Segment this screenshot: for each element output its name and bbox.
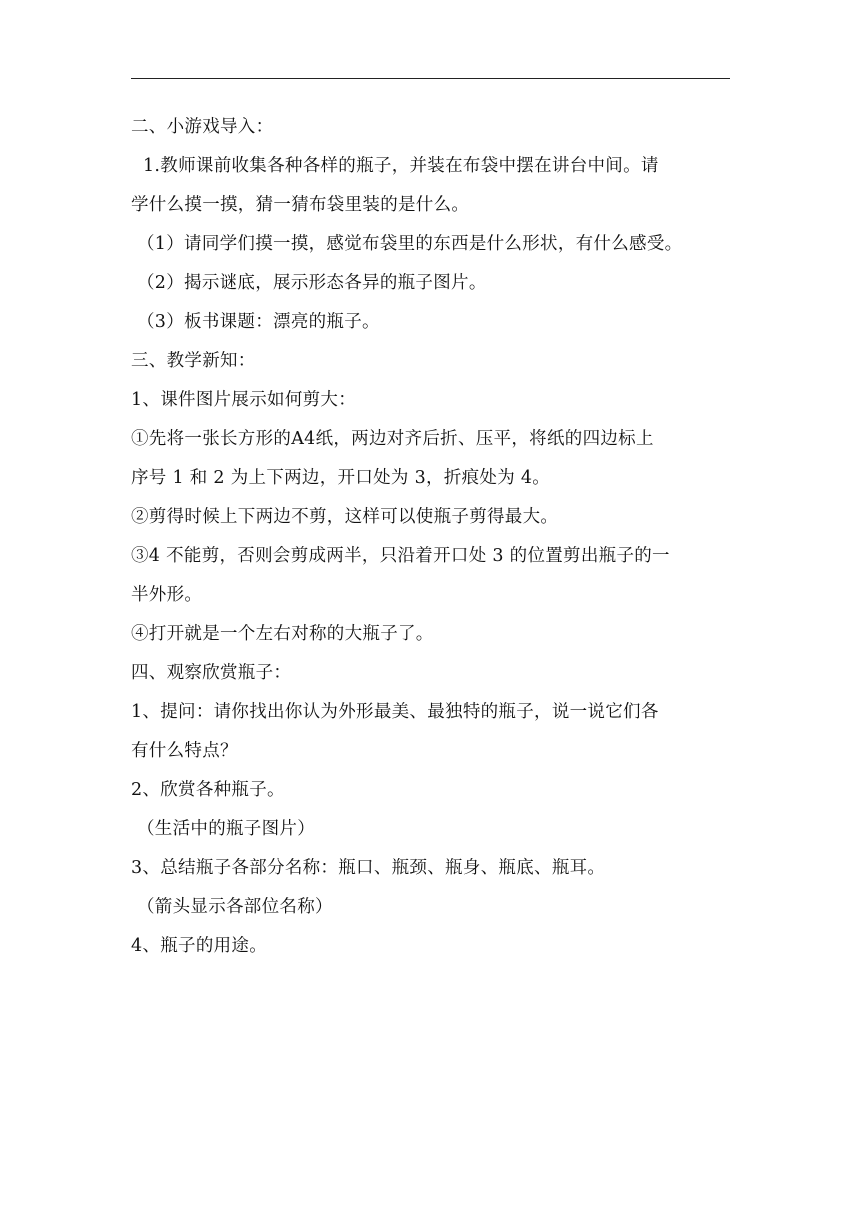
paragraph-line: 序号 1 和 2 为上下两边，开口处为 3，折痕处为 4。 <box>131 468 551 488</box>
paragraph-line: 1、提问：请你找出你认为外形最美、最独特的瓶子，说一说它们各 <box>131 702 659 722</box>
document-body <box>131 108 731 966</box>
paragraph-line: 2、欣赏各种瓶子。 <box>131 780 285 800</box>
paragraph-line: ④打开就是一个左右对称的大瓶子了。 <box>131 624 434 644</box>
paragraph-line: （3）板书课题：漂亮的瓶子。 <box>137 312 380 332</box>
paragraph-line: （生活中的瓶子图片） <box>137 819 315 839</box>
section-heading-new-knowledge: 三、教学新知： <box>131 351 256 371</box>
paragraph-line: ②剪得时候上下两边不剪，这样可以使瓶子剪得最大。 <box>131 507 559 527</box>
paragraph-line: 1.教师课前收集各种各样的瓶子，并装在布袋中摆在讲台中间。请 <box>143 156 659 176</box>
header-rule <box>131 78 730 79</box>
paragraph-line: 半外形。 <box>131 585 203 605</box>
paragraph-line: （1）请同学们摸一摸，感觉布袋里的东西是什么形状，有什么感受。 <box>137 234 683 254</box>
section-heading-observe: 四、观察欣赏瓶子： <box>131 663 292 683</box>
paragraph-line: （箭头显示各部位名称） <box>137 897 333 917</box>
paragraph-line: 3、总结瓶子各部分名称：瓶口、瓶颈、瓶身、瓶底、瓶耳。 <box>131 858 606 878</box>
paragraph-line: ③4 不能剪，否则会剪成两半，只沿着开口处 3 的位置剪出瓶子的一 <box>131 546 670 566</box>
paragraph-line: 有什么特点？ <box>131 741 238 761</box>
paragraph-line: ①先将一张长方形的A4纸，两边对齐后折、压平，将纸的四边标上 <box>131 429 654 449</box>
paragraph-line: 4、瓶子的用途。 <box>131 936 268 956</box>
section-heading-game-intro: 二、小游戏导入： <box>131 117 274 137</box>
paragraph-line: 1、课件图片展示如何剪大： <box>131 390 357 410</box>
paragraph-line: （2）揭示谜底，展示形态各异的瓶子图片。 <box>137 273 487 293</box>
paragraph-line: 学什么摸一摸，猜一猜布袋里装的是什么。 <box>131 195 470 215</box>
